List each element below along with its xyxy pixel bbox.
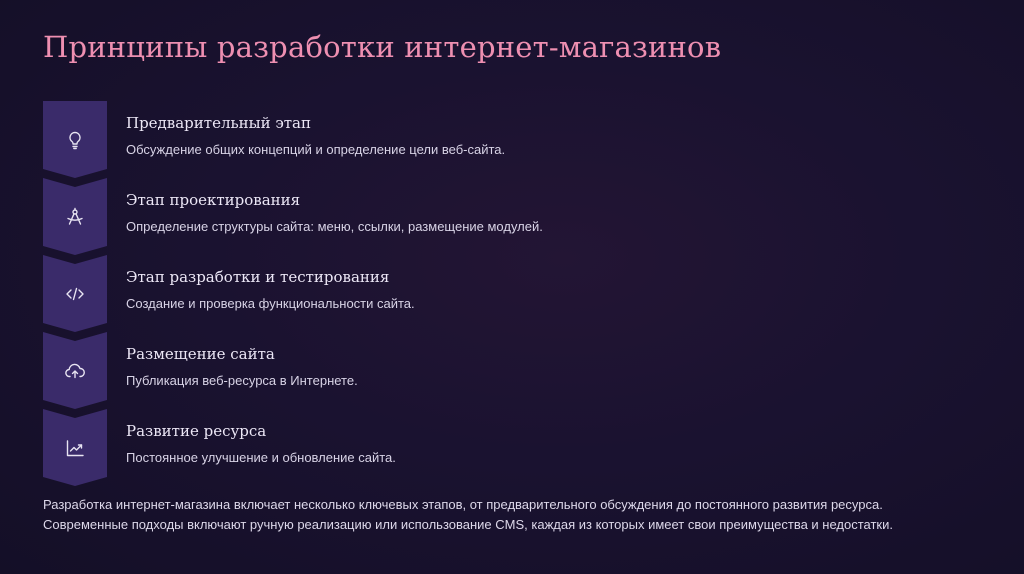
trend-chart-icon [63,436,87,460]
list-item [43,101,943,178]
list-item [43,332,943,409]
step-title: Развитие ресурса [126,422,267,440]
summary-text [43,495,983,535]
step-description: Создание и проверка функциональности сайта. [126,296,415,311]
step-description: Постоянное улучшение и обновление сайта. [126,450,396,465]
step-description: Определение структуры сайта: меню, ссылки, размещение модулей. [126,219,543,234]
step-description: Обсуждение общих концепций и определение цели веб-сайта. [126,142,506,157]
step-description: Публикация веб-ресурса в Интернете. [126,373,358,388]
list-item [43,255,943,332]
step-title: Этап проектирования [126,191,301,209]
cloud-upload-icon [63,359,87,383]
summary-line: Разработка интернет-магазина включает несколько ключевых этапов, от предварительного обсуждения до постоянного развития ресурса. [43,497,883,512]
step-title: Размещение сайта [126,345,275,363]
summary-line: Современные подходы включают ручную реализацию или использование CMS, каждая из которых имеет свои преимущества и недостатки. [43,517,893,532]
step-title: Предварительный этап [126,114,311,132]
code-icon [63,282,87,306]
compass-icon [63,205,87,229]
list-item [43,178,943,255]
lightbulb-icon [63,128,87,152]
list-item [43,409,943,486]
page-title: Принципы разработки интернет-магазинов [43,30,722,64]
step-title: Этап разработки и тестирования [126,268,390,286]
